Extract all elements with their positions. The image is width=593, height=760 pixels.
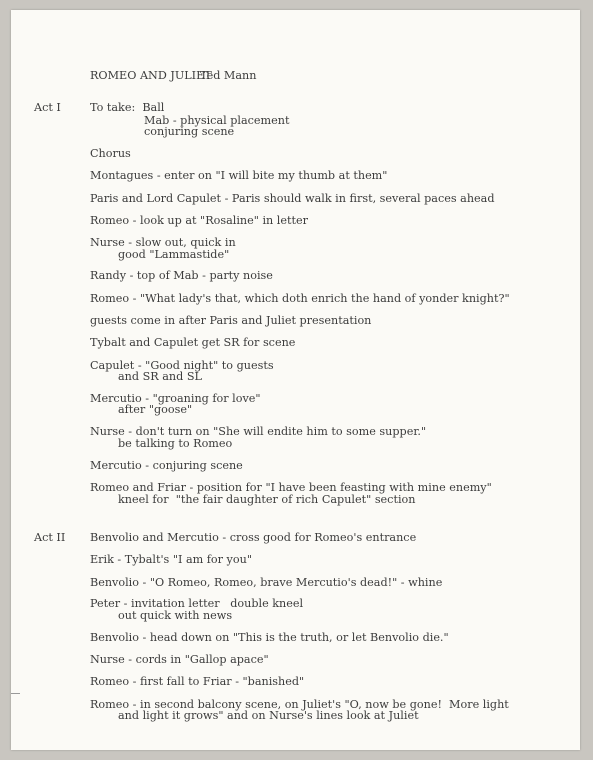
margin-mark	[11, 693, 20, 694]
note-line: Romeo - look up at "Rosaline" in letter	[90, 214, 308, 227]
note-line: kneel for "the fair daughter of rich Capulet" section	[118, 493, 416, 506]
document-page	[11, 10, 580, 750]
note-line: Benvolio - "O Romeo, Romeo, brave Mercutio's dead!" - whine	[90, 576, 443, 589]
document-body	[11, 10, 580, 750]
note-line: Randy - top of Mab - party noise	[90, 269, 273, 282]
note-line: Mab - physical placement	[144, 114, 290, 127]
note-line: Romeo - "What lady's that, which doth enrich the hand of yonder knight?"	[90, 292, 510, 305]
note-line: Mercutio - "groaning for love"	[90, 392, 261, 405]
note-line: conjuring scene	[144, 125, 235, 138]
document-author: Ted Mann	[200, 69, 257, 82]
note-line: guests come in after Paris and Juliet presentation	[90, 314, 372, 327]
note-line: Paris and Lord Capulet - Paris should walk in first, several paces ahead	[90, 192, 495, 205]
note-line: and light it grows" and on Nurse's lines look at Juliet	[118, 709, 419, 722]
note-line: Benvolio - head down on "This is the truth, or let Benvolio die."	[90, 631, 449, 644]
act-label: Act I	[34, 101, 61, 114]
note-line: Tybalt and Capulet get SR for scene	[90, 336, 296, 349]
note-line: Chorus	[90, 147, 131, 160]
note-line: Romeo - in second balcony scene, on Juliet's "O, now be gone! More light	[90, 698, 509, 711]
note-line: out quick with news	[118, 609, 233, 622]
note-line: Nurse - don't turn on "She will endite him to some supper."	[90, 425, 427, 438]
note-line: be talking to Romeo	[118, 437, 233, 450]
note-line: good "Lammastide"	[118, 248, 230, 261]
act-label: Act II	[34, 531, 66, 544]
note-line: To take: Ball	[90, 101, 165, 114]
note-line: Peter - invitation letter double kneel	[90, 597, 304, 610]
note-line: Nurse - slow out, quick in	[90, 236, 236, 249]
note-line: and SR and SL	[118, 370, 202, 383]
document-title: ROMEO AND JULIET	[90, 69, 212, 82]
note-line: Nurse - cords in "Gallop apace"	[90, 653, 269, 666]
note-line: Romeo and Friar - position for "I have been feasting with mine enemy"	[90, 481, 492, 494]
note-line: Montagues - enter on "I will bite my thumb at them"	[90, 169, 388, 182]
note-line: Erik - Tybalt's "I am for you"	[90, 553, 252, 566]
note-line: after "goose"	[118, 403, 193, 416]
note-line: Capulet - "Good night" to guests	[90, 359, 274, 372]
note-line: Mercutio - conjuring scene	[90, 459, 243, 472]
note-line: Benvolio and Mercutio - cross good for Romeo's entrance	[90, 531, 417, 544]
note-line: Romeo - first fall to Friar - "banished"	[90, 675, 305, 688]
